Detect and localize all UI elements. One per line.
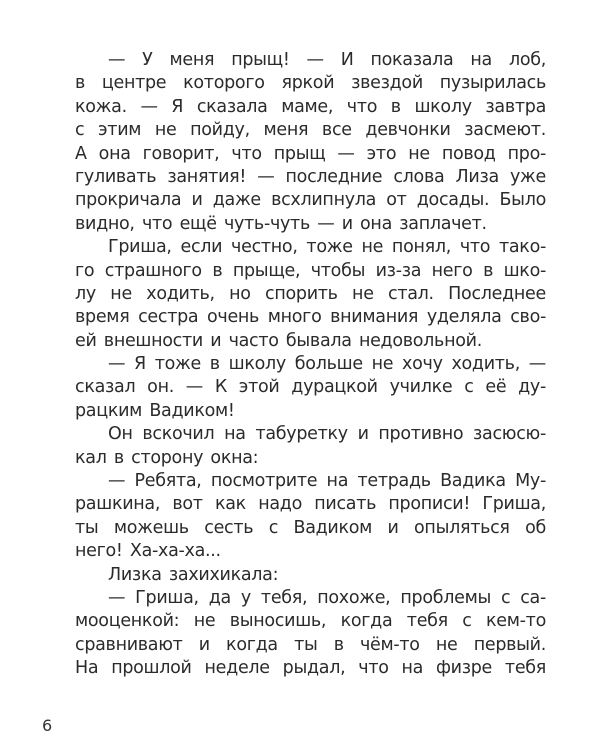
text-line: А она говорит, что прыщ — это не повод про-	[75, 143, 546, 164]
text-line: сказал он. — К этой дурацкой училке с её ду-	[75, 377, 546, 398]
text-line: го страшного в прыще, чтобы из-за него в шко-	[75, 260, 546, 281]
text-line: гуливать занятия! — последние слова Лиза уже	[75, 166, 546, 187]
text-line: Лизка захихикала:	[108, 564, 279, 585]
text-line: в центре которого яркой звездой пузырилась	[75, 73, 546, 94]
text-line: кал в сторону окна:	[75, 447, 259, 468]
text-line: видно, что ещё чуть-чуть — и она заплачет.	[75, 213, 487, 234]
text-line: ей внешности и часто бывала недовольной.	[75, 330, 482, 351]
page-number: 6	[42, 716, 53, 735]
text-line: — Я тоже в школу больше не хочу ходить, —	[108, 354, 546, 375]
text-line: рашкина, вот как надо писать прописи! Гриша,	[75, 494, 546, 515]
text-line: На прошлой неделе рыдал, что на физре тебя	[75, 658, 546, 679]
text-line: — Гриша, да у тебя, похоже, проблемы с са-	[108, 587, 546, 608]
text-line: него! Ха-ха-ха...	[75, 541, 221, 562]
text-line: сравнивают и когда ты в чём-то не первый.	[75, 634, 546, 655]
text-line: кожа. — Я сказала маме, что в школу завтра	[75, 96, 546, 117]
text-line: время сестра очень много внимания уделяла сво-	[75, 307, 546, 328]
text-line: Он вскочил на табуретку и противно засюсю-	[108, 424, 546, 445]
text-line: рацким Вадиком!	[75, 400, 235, 421]
text-line: ты можешь сесть с Вадиком и опыляться об	[75, 517, 546, 538]
text-line: с этим не пойду, меня все девчонки засмеют.	[75, 120, 546, 141]
text-line: прокричала и даже всхлипнула от досады. Было	[75, 190, 546, 211]
text-line: лу не ходить, но спорить не стал. Последнее	[75, 283, 546, 304]
text-line: Гриша, если честно, тоже не понял, что тако-	[108, 237, 546, 258]
text-line: — Ребята, посмотрите на тетрадь Вадика Му-	[108, 471, 546, 492]
text-line: — У меня прыщ! — И показала на лоб,	[108, 50, 546, 70]
body-text	[75, 49, 546, 681]
text-line: мооценкой: не выносишь, когда тебя с кем-то	[75, 611, 546, 632]
